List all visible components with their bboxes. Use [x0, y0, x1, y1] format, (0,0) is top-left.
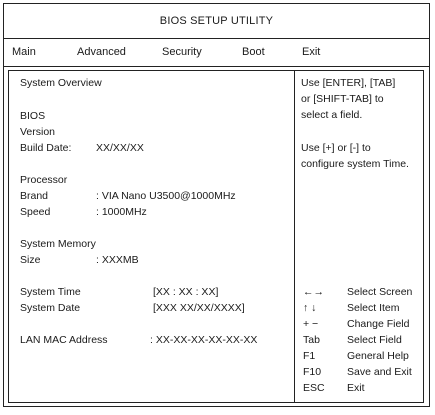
main-panel — [8, 70, 295, 403]
menu-bar — [4, 38, 429, 67]
size-value: : XXXMB — [96, 254, 139, 266]
menu-exit[interactable]: Exit — [302, 46, 321, 58]
system-time-field[interactable]: [XX : XX : XX] — [153, 286, 219, 298]
speed-value: : 1000MHz — [96, 206, 147, 218]
system-date-field[interactable]: [XXX XX/XX/XXXX] — [153, 302, 245, 314]
menu-security[interactable]: Security — [162, 46, 202, 58]
menu-boot[interactable]: Boot — [242, 46, 265, 58]
lan-mac-label: LAN MAC Address — [20, 334, 108, 346]
help-line-4: Use [+] or [-] to — [301, 142, 371, 154]
key-desc-save-exit: Save and Exit — [347, 366, 412, 378]
system-memory-heading: System Memory — [20, 238, 96, 250]
speed-label: Speed — [20, 206, 51, 218]
window-title: BIOS SETUP UTILITY — [4, 4, 429, 39]
help-line-1: Use [ENTER], [TAB] — [301, 77, 396, 89]
key-desc-change-field: Change Field — [347, 318, 410, 330]
build-date-value: XX/XX/XX — [96, 142, 144, 154]
bios-window — [3, 3, 430, 407]
menu-main[interactable]: Main — [12, 46, 36, 58]
key-f1: F1 — [303, 350, 316, 362]
plus-minus-icon: + − — [303, 318, 319, 330]
size-label: Size — [20, 254, 41, 266]
key-tab: Tab — [303, 334, 320, 346]
system-date-label: System Date — [20, 302, 81, 314]
system-overview-heading: System Overview — [20, 77, 102, 89]
version-label: Version — [20, 126, 56, 138]
build-date-label: Build Date: — [20, 142, 72, 154]
key-f10: F10 — [303, 366, 322, 378]
help-line-2: or [SHIFT-TAB] to — [301, 93, 384, 105]
lan-mac-value: : XX-XX-XX-XX-XX-XX — [150, 334, 258, 346]
up-down-arrows-icon: ↑ ↓ — [303, 302, 317, 314]
left-right-arrows-icon: ←→ — [303, 286, 324, 298]
key-desc-select-screen: Select Screen — [347, 286, 413, 298]
key-desc-general-help: General Help — [347, 350, 409, 362]
key-desc-select-field: Select Field — [347, 334, 402, 346]
help-line-5: configure system Time. — [301, 158, 409, 170]
brand-value: : VIA Nano U3500@1000MHz — [96, 190, 236, 202]
menu-advanced[interactable]: Advanced — [77, 46, 126, 58]
bios-heading: BIOS — [20, 110, 46, 122]
key-desc-select-item: Select Item — [347, 302, 400, 314]
help-panel — [295, 70, 424, 403]
processor-heading: Processor — [20, 174, 68, 186]
help-line-3: select a field. — [301, 109, 363, 121]
key-esc: ESC — [303, 382, 325, 394]
brand-label: Brand — [20, 190, 49, 202]
key-desc-exit: Exit — [347, 382, 365, 394]
system-time-label: System Time — [20, 286, 81, 298]
